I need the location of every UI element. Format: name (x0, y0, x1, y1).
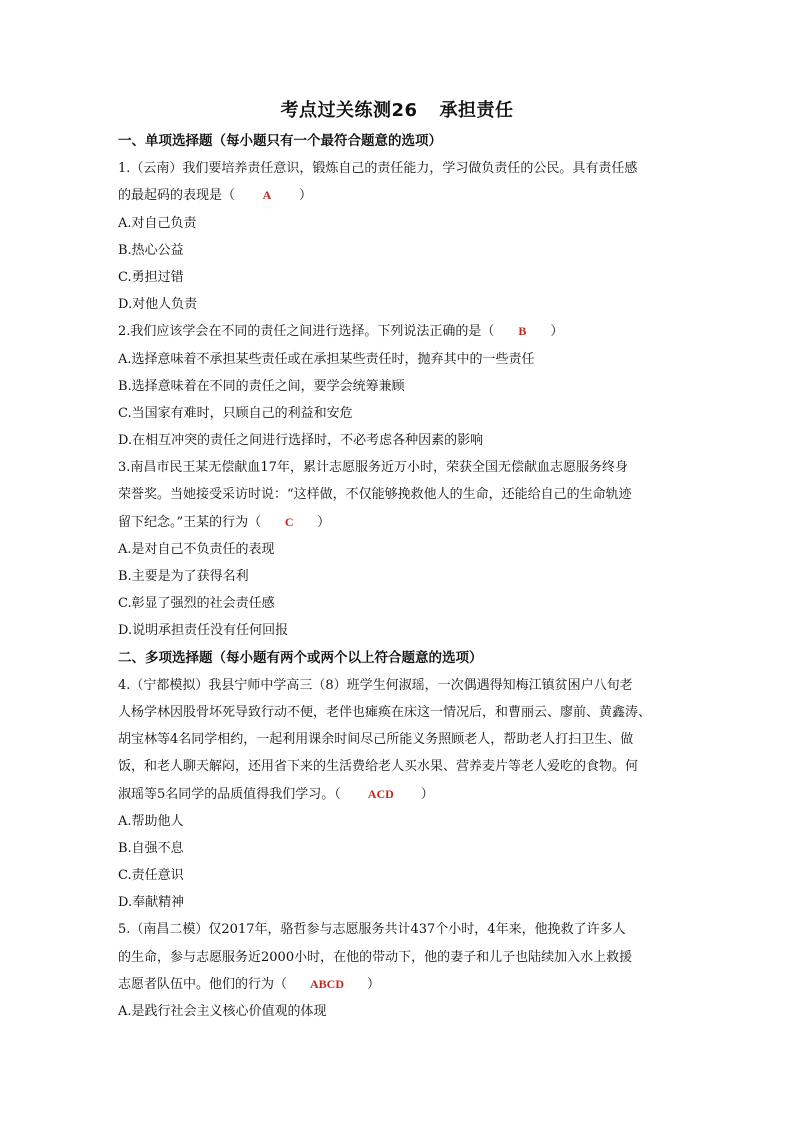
q2-option-a: A.选择意味着不承担某些责任或在承担某些责任时，抛弃其中的一些责任 (118, 351, 535, 367)
q2-answer: B (518, 324, 527, 339)
q4-option-b: B.自强不息 (118, 840, 184, 856)
q4-stem-line-5: 淑瑶等5名同学的品质值得我们学习。（ ACD ） (118, 781, 678, 808)
q3-stem-line-1: 3.南昌市民王某无偿献血17年，累计志愿服务近万小时，荣获全国无偿献血志愿服务终身 (118, 460, 628, 476)
q5-stem-line-3: 志愿者队伍中。他们的行为（ ABCD ） (118, 971, 678, 998)
q3-answer: C (284, 514, 294, 529)
q4-stem-line-1: 4.（宁都模拟）我县宁师中学高三（8）班学生何淑瑶，一次偶遇得知梅江镇贫困户八旬老 (118, 677, 633, 693)
title-topic: 承担责任 (439, 100, 514, 121)
q5-stem-line-1: 5.（南昌二模）仅2017年，骆哲参与志愿服务共计437个小时，4年来，他挽救了许多人 (118, 922, 626, 938)
q3-option-a: A.是对自己不负责任的表现 (118, 541, 275, 557)
q2-option-d: D.在相互冲突的责任之间进行选择时，不必考虑各种因素的影响 (118, 433, 484, 449)
q4-answer: ACD (367, 786, 394, 801)
q3-option-b: B.主要是为了获得名利 (118, 569, 249, 584)
q5-option-a: A.是践行社会主义核心价值观的体现 (118, 1004, 327, 1019)
section-heading-single-choice: 一、单项选择题（每小题只有一个最符合题意的选项） (118, 133, 442, 149)
q2-option-b: B.选择意味着在不同的责任之间，要学会统筹兼顾 (118, 378, 405, 394)
question-list (118, 128, 678, 1025)
q4-option-a: A.帮助他人 (118, 813, 184, 829)
q4-option-c: C.责任意识 (118, 868, 184, 884)
q3-option-c: C.彰显了强烈的社会责任感 (118, 596, 275, 612)
q4-stem-line-3: 胡宝林等4名同学相约，一起利用课余时间尽己所能义务照顾老人，帮助老人打扫卫生、做 (118, 732, 634, 748)
q1-answer: A (262, 188, 272, 203)
q1-stem-line-1: 1.（云南）我们要培养责任意识，锻炼自己的责任能力，学习做负责任的公民。具有责任感 (118, 161, 638, 177)
title-main: 考点过关练测26 (280, 100, 418, 121)
page-title (0, 96, 794, 122)
section-heading-multiple-choice: 二、多项选择题（每小题有两个或两个以上符合题意的选项） (118, 649, 483, 666)
q4-option-d: D.奉献精神 (118, 895, 185, 911)
q3-stem-line-2: 荣誉奖。当她接受采访时说：“这样做，不仅能够挽救他人的生命，还能给自己的生命轨迹 (118, 487, 632, 503)
q2-option-c: C.当国家有难时，只顾自己的利益和安危 (118, 405, 353, 421)
q1-option-c: C.勇担过错 (118, 269, 184, 285)
q1-stem-line-2: 的最起码的表现是（ A ） (118, 182, 678, 209)
q4-stem-line-4: 饭，和老人聊天解闷，还用省下来的生活费给老人买水果、营养麦片等老人爱吃的食物。何 (118, 759, 639, 775)
q1-option-b: B.热心公益 (118, 242, 184, 258)
q5-stem-line-2: 的生命，参与志愿服务近2000小时，在他的带动下，他的妻子和儿子也陆续加入水上救援 (118, 949, 633, 965)
q1-option-a: A.对自己负责 (118, 215, 197, 231)
q5-answer: ABCD (310, 976, 345, 991)
q2-stem-line-1: 2.我们应该学会在不同的责任之间进行选择。下列说法正确的是（ B ） (118, 318, 678, 345)
q4-stem-line-2: 人杨学林因股骨坏死导致行动不便，老伴也瘫痪在床这一情况后，和曹丽云、廖前、黄鑫涛、 (118, 704, 652, 720)
q3-option-d: D.说明承担责任没有任何回报 (118, 623, 289, 639)
q3-stem-line-3: 留下纪念。”王某的行为（ C ） (118, 509, 678, 536)
q1-option-d: D.对他人负责 (118, 297, 198, 313)
